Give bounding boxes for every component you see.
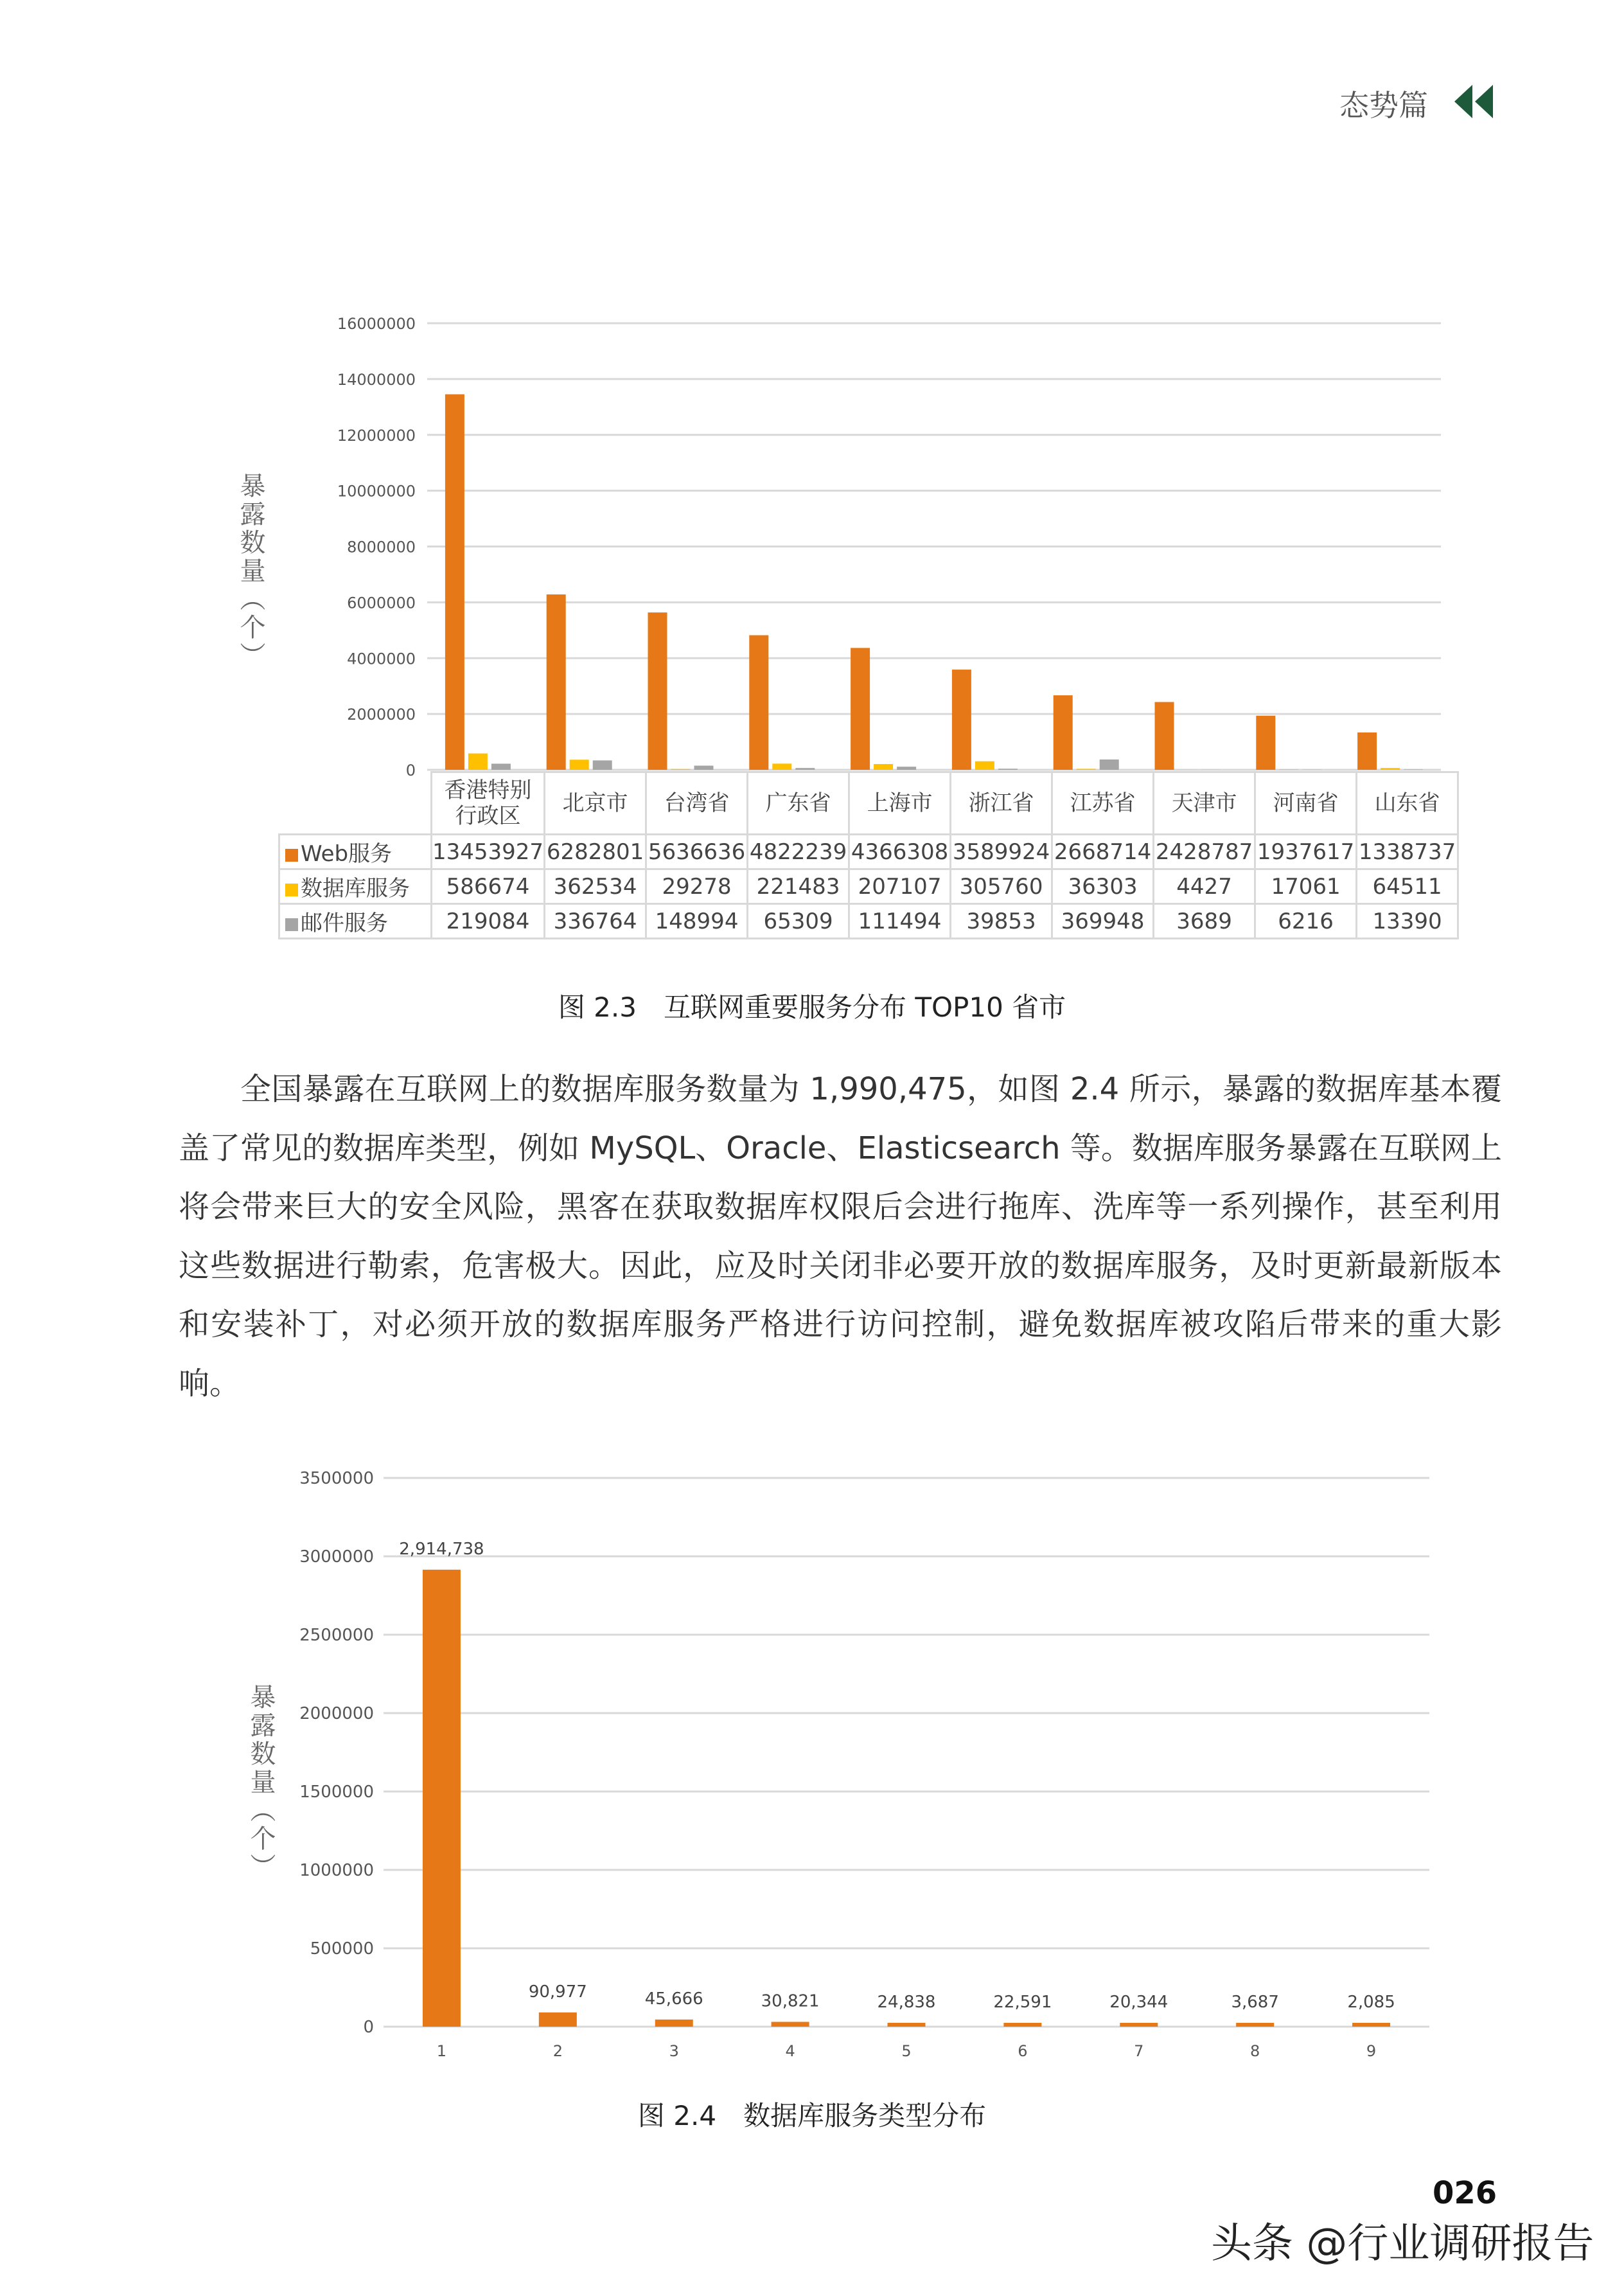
bar-web [1256,716,1275,770]
bar-web [445,395,464,770]
table-category: 浙江省 [951,772,1052,835]
table-cell: 4822239 [748,835,849,869]
section-title: 态势篇 [1339,88,1428,123]
x-tick-label: 2 [552,2042,563,2060]
bar-database [975,761,994,770]
y-tick-label: 1500000 [299,1783,374,1802]
table-cell: 148994 [646,904,748,939]
bar [1003,2023,1041,2027]
data-label: 3,687 [1231,1993,1279,2012]
legend-label: 邮件服务 [301,911,388,936]
table-cell: 6216 [1255,904,1357,939]
bar-mail [795,768,815,770]
bar-database [772,763,791,770]
bar [1120,2023,1158,2027]
paragraph-text: 全国暴露在互联网上的数据库服务数量为 1,990,475，如图 2.4 所示，暴露的数据库基本覆盖了常见的数据库类型，例如 MySQL、Oracle、Elasticsearch 等。数据库服务暴露在互联网上将会带来巨大的安全风险，黑客在获取数据库权限后会进行拖库、洗库等一系列操作，甚至利用这些数据进行勒索，危害极大。因此，应及时关闭非必要开放的数据库服务，及时更新最新版本和安装补丁，对必须开放的数据库服务严格进行访问控制，避免数据库被攻陷后带来的重大影响。 [179,1071,1502,1401]
x-tick-label: 6 [1018,2042,1028,2060]
table-cell: 3689 [1154,904,1255,939]
bar-web [851,648,870,770]
bar-database [570,760,589,770]
bar [888,2023,926,2027]
table-category: 香港特别行政区 [432,772,545,835]
table-cell: 362534 [545,869,646,904]
bar-database [468,754,488,770]
table-category: 上海市 [849,772,951,835]
legend-label: Web服务 [301,841,393,867]
table-category: 山东省 [1357,772,1458,835]
x-tick-label: 8 [1250,2042,1260,2060]
table-cell: 3589924 [951,835,1052,869]
table-cell: 2428787 [1154,835,1255,869]
y-tick-label: 10000000 [337,482,416,501]
data-label: 20,344 [1109,1993,1169,2012]
table-category: 广东省 [748,772,849,835]
legend-entry [279,835,432,869]
table-cell: 2668714 [1052,835,1154,869]
table-cell: 4427 [1154,869,1255,904]
y-tick-label: 0 [363,2018,374,2037]
bar [1236,2023,1274,2027]
data-label: 22,591 [993,1993,1052,2012]
bar-mail [593,760,612,770]
data-label: 2,085 [1347,1993,1395,2012]
bar-mail [1404,769,1423,770]
x-tick-label: 9 [1366,2042,1377,2060]
y-tick-label: 12000000 [337,426,416,445]
bar [655,2020,693,2027]
watermark: 头条 @行业调研报告 [1211,2220,1594,2268]
table-cell: 6282801 [545,835,646,869]
chart1-data-table [278,771,1459,939]
table-cell: 369948 [1052,904,1154,939]
chart2-y-axis-label: 暴露数量（个） [246,1684,276,1881]
table-cell: 13390 [1357,904,1458,939]
y-tick-label: 3500000 [299,1469,374,1488]
data-label: 24,838 [877,1992,936,2012]
y-tick-label: 14000000 [337,370,416,389]
y-tick-label: 2500000 [299,1626,374,1645]
bar-mail [694,766,714,770]
legend-entry [279,904,432,939]
chart-service-distribution [0,0,1624,835]
bar-web [1054,695,1073,770]
table-cell: 207107 [849,869,951,904]
bar-web [749,636,768,770]
y-tick-label: 500000 [310,1939,374,1959]
y-tick-label: 8000000 [347,538,416,556]
x-tick-label: 3 [669,2042,679,2060]
y-tick-label: 0 [405,761,416,779]
x-tick-label: 7 [1134,2042,1144,2060]
y-tick-label: 6000000 [347,594,416,612]
table-cell: 36303 [1052,869,1154,904]
body-paragraph [179,1060,1502,1413]
table-cell: 219084 [432,904,545,939]
legend-swatch [285,849,298,862]
table-category: 天津市 [1154,772,1255,835]
x-tick-label: 4 [785,2042,795,2060]
table-category: 北京市 [545,772,646,835]
legend-entry [279,869,432,904]
bar-database [1077,769,1096,770]
bar [423,1570,461,2027]
table-cell: 586674 [432,869,545,904]
bar-database [874,764,893,770]
table-cell: 111494 [849,904,951,939]
table-cell: 64511 [1357,869,1458,904]
table-cell: 1338737 [1357,835,1458,869]
table-cell: 1937617 [1255,835,1357,869]
table-cell: 65309 [748,904,849,939]
figure2-caption: 图 2.4 数据库服务类型分布 [637,2100,987,2131]
table-row [279,835,1458,869]
bar-mail [491,763,511,770]
table-category: 江苏省 [1052,772,1154,835]
table-cell: 4366308 [849,835,951,869]
table-row [279,904,1458,939]
bar [1352,2023,1390,2027]
table-category: 台湾省 [646,772,748,835]
x-tick-label: 5 [901,2042,912,2060]
bar-database [671,769,691,770]
table-cell: 305760 [951,869,1052,904]
figure1-caption: 图 2.3 互联网重要服务分布 TOP10 省市 [558,991,1066,1023]
y-tick-label: 2000000 [347,706,416,724]
table-cell: 29278 [646,869,748,904]
table-cell: 39853 [951,904,1052,939]
bar-web [952,670,971,770]
y-tick-label: 16000000 [337,315,416,333]
data-label: 30,821 [761,1991,820,2011]
bar-database [1279,769,1298,770]
legend-swatch [285,918,298,931]
bar-database [1381,768,1400,770]
bar [539,2013,577,2027]
y-tick-label: 1000000 [299,1861,374,1880]
table-cell: 336764 [545,904,646,939]
y-tick-label: 2000000 [299,1704,374,1723]
bar-web [1155,702,1174,770]
x-tick-label: 1 [436,2042,447,2060]
data-label: 2,914,738 [399,1539,484,1559]
table-cell: 221483 [748,869,849,904]
bar [772,2022,809,2027]
page-number: 026 [1433,2175,1497,2211]
bar-mail [1100,760,1119,770]
legend-label: 数据库服务 [301,876,410,902]
table-row [279,869,1458,904]
data-label: 45,666 [644,1989,703,2009]
y-tick-label: 3000000 [299,1547,374,1567]
table-cell: 5636636 [646,835,748,869]
bar-mail [897,767,916,770]
bar-web [648,612,667,770]
bar-web [547,594,566,770]
data-label: 90,977 [528,1982,587,2002]
legend-swatch [285,884,298,896]
y-tick-label: 4000000 [347,650,416,668]
bar-web [1357,733,1377,770]
bar-mail [998,769,1018,770]
table-cell: 17061 [1255,869,1357,904]
table-category: 河南省 [1255,772,1357,835]
chart1-y-axis-label: 暴露数量（个） [236,472,265,670]
table-cell: 13453927 [432,835,545,869]
